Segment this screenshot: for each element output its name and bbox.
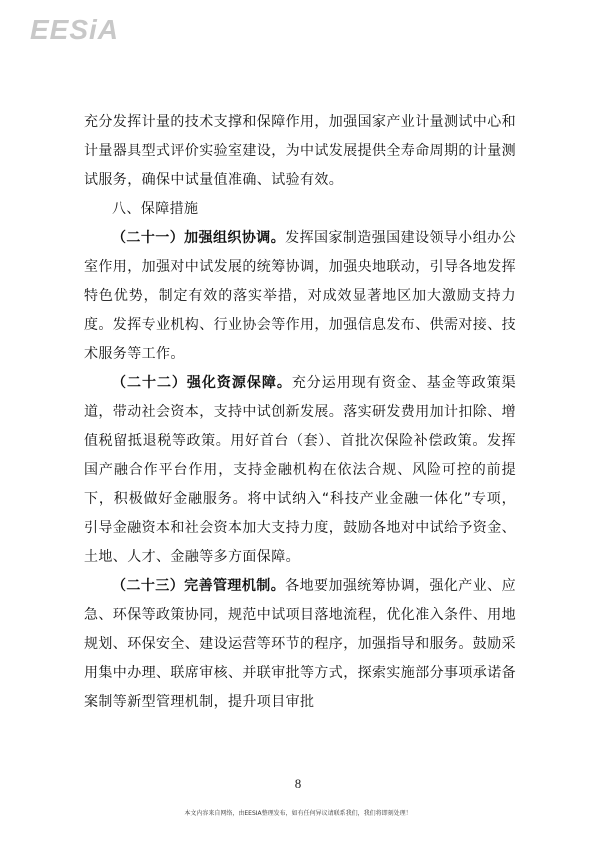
item-22-title: （二十二）强化资源保障。 [112,375,292,391]
document-body [84,108,516,717]
paragraph-item-22 [84,369,516,572]
intro-paragraph: 充分发挥计量的技术支撑和保障作用，加强国家产业计量测试中心和计量器具型式评价实验室建设，为中试发展提供全寿命周期的计量测试服务，确保中试量值准确、试验有效。 [84,114,516,188]
item-23-body: 各地要加强统筹协调，强化产业、应急、环保等政策协同，规范中试项目落地流程，优化准入条件、用地规划、环保安全、建设运营等环节的程序，加强指导和服务。鼓励采用集中办理、联席审核、并联审批等方式，探索实施部分事项承诺备案制等新型管理机制，提升项目审批 [84,578,516,710]
footer-disclaimer: 本文内容来自网络，由EESIA整理发布，如有任何异议请联系我们，我们将即刻处理！ [184,810,412,817]
section-heading: 八、保障措施 [112,201,199,217]
item-21-body: 发挥国家制造强国建设领导小组办公室作用，加强对中试发展的统筹协调，加强央地联动，引导各地发挥特色优势，制定有效的落实举措，对成效显著地区加大激励支持力度。发挥专业机构、行业协会等作用，加强信息发布、供需对接、技术服务等工作。 [84,230,516,362]
page-number: 8 [294,776,302,791]
paragraph-item-23 [84,572,516,717]
paragraph-item-21 [84,224,516,369]
item-22-body: 充分运用现有资金、基金等政策渠道，带动社会资本，支持中试创新发展。落实研发费用加计扣除、增值税留抵退税等政策。用好首台（套）、首批次保险补偿政策。发挥国产融合作平台作用，支持金融机构在依法合规、风险可控的前提下，积极做好金融服务。将中试纳入“科技产业金融一体化”专项，引导金融资本和社会资本加大支持力度，鼓励各地对中试给予资金、土地、人才、金融等多方面保障。 [84,375,516,565]
eesia-logo: EESiA [30,14,120,45]
item-23-title: （二十三）完善管理机制。 [112,578,286,594]
item-21-title: （二十一）加强组织协调。 [112,230,286,246]
